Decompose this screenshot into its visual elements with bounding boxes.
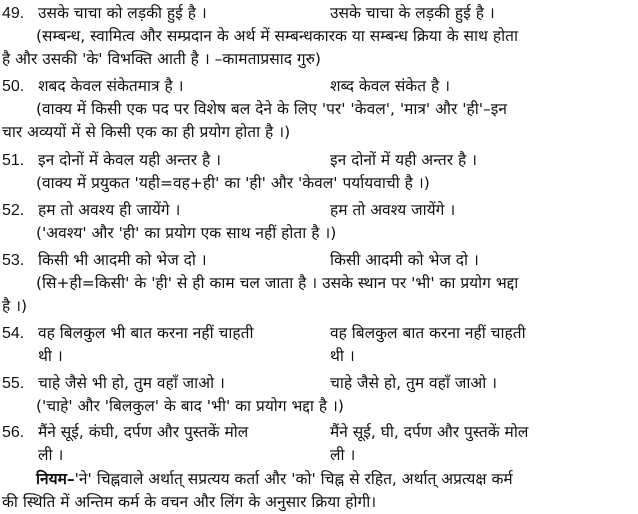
correct-sentence: शब्द केवल संकेत है । [330,77,450,95]
incorrect-sentence: वह बिलकुल भी बात करना नहीं चाहती [38,324,254,342]
incorrect-sentence: इन दोनों में केवल यही अन्तर है । [38,151,221,169]
example-number: 52. [2,202,25,219]
correct-sentence: किसी आदमी को भेज दो । [330,251,479,269]
rule-text: 'ने' चिह्नवाले अर्थात् सप्रत्यय कर्ता और 'को' चिह्न से रहित, अर्थात् अप्रत्यक्ष कर्म [74,470,513,488]
explanation-note: (वाक्य में प्रयुकत 'यही=वह+ही' का 'ही' और 'केवल' पर्यायवाची है ।) [36,174,430,192]
example-number: 54. [2,325,25,342]
correct-sentence: वह बिलकुल बात करना नहीं चाहती [330,324,526,342]
incorrect-sentence: हम तो अवश्य ही जायेंगे । [38,201,181,219]
incorrect-sentence: किसी भी आदमी को भेज दो । [38,251,207,269]
rule-text-continued: की स्थिति में अन्तिम कर्म के वचन और लिंग के अनुसार क्रिया होगी। [2,493,377,511]
example-number: 55. [2,375,25,392]
explanation-note: ('अवश्य' और 'ही' का प्रयोग एक साथ नहीं होता है ।) [36,224,337,242]
correct-sentence: हम तो अवश्य जायेंगे । [330,201,456,219]
explanation-note-continued: है और उसकी 'के' विभक्ति आती है । –कामताप्रसाद गुरु) [2,50,321,68]
correct-sentence: उसके चाचा के लड़की हुई है । [330,4,495,22]
incorrect-sentence: चाहे जैसे भी हो, तुम वहाँ जाओ । [38,374,225,392]
incorrect-sentence: शबद केवल संकेतमात्र है । [38,77,184,95]
example-number: 49. [2,5,25,22]
explanation-note: (वाक्य में किसी एक पद पर विशेष बल देने के लिए 'पर' 'केवल', 'मात्र' और 'ही'–इन [36,100,507,118]
incorrect-sentence: उसके चाचा को लड़की हुई है । [38,4,207,22]
incorrect-sentence: मैंने सूई, कंघी, दर्पण और पुस्तकें मोल [38,423,249,441]
explanation-note-continued: है ।) [2,297,28,315]
explanation-note-continued: चार अव्ययों में से किसी एक का ही प्रयोग होता है ।) [2,123,291,141]
explanation-note: (सि+ही=किसी' के 'ही' से ही काम चल जाता है । उसके स्थान पर 'भी' का प्रयोग भद्दा [36,274,519,292]
correct-sentence: चाहे जैसे हो, तुम वहाँ जाओ । [330,374,498,392]
rule-label: नियम– [36,470,75,488]
correct-sentence: इन दोनों में यही अन्तर है । [330,151,478,169]
incorrect-sentence-continued: थी । [38,347,63,365]
explanation-note: (सम्बन्ध, स्वामित्व और सम्प्रदान के अर्थ में सम्बन्धकारक या सम्बन्ध क्रिया के साथ होता [36,27,518,45]
rule-text-line [36,468,513,491]
incorrect-sentence-continued: ली । [38,446,64,464]
example-number: 53. [2,252,25,269]
example-number: 50. [2,78,25,95]
example-number: 56. [2,424,25,441]
example-number: 51. [2,152,25,169]
explanation-note: ('चाहे' और 'बिलकुल' के बाद 'भी' का प्रयोग भद्दा है ।) [36,397,344,415]
correct-sentence-continued: थी । [330,347,355,365]
correct-sentence: मैंने सूई, घी, दर्पण और पुस्तकें मोल [330,423,529,441]
correct-sentence-continued: ली । [330,446,356,464]
